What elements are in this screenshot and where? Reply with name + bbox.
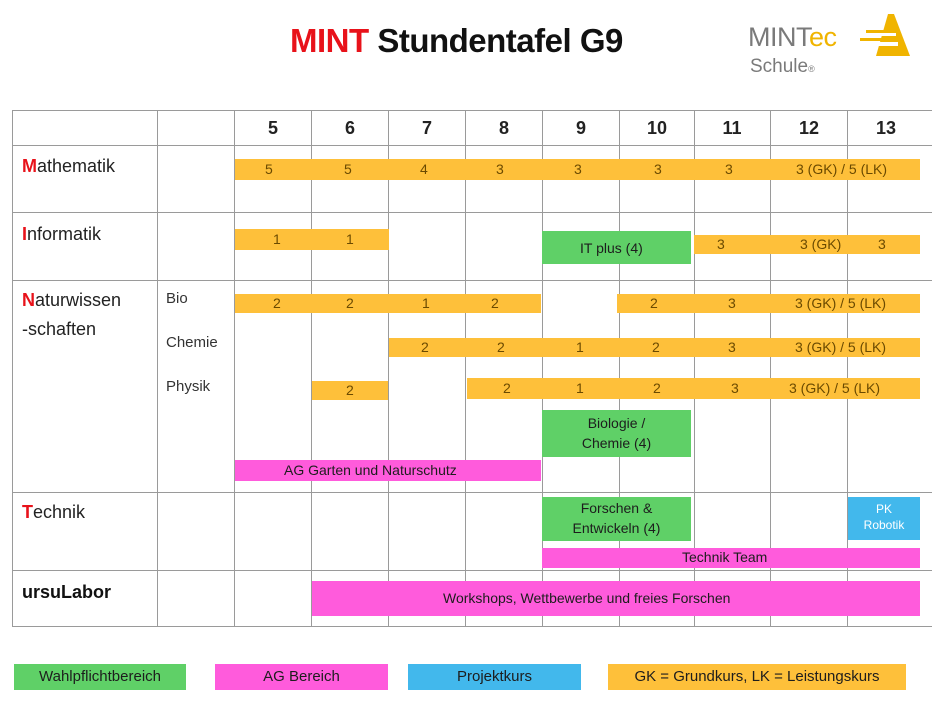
- title-rest: Stundentafel G9: [377, 22, 623, 59]
- forschen-entwickeln-block: [542, 497, 691, 541]
- subject-mathematik: [22, 156, 115, 177]
- logo-schule: Schule: [750, 56, 809, 77]
- physik-grade-8: 2: [503, 380, 511, 396]
- bio-grade-11: 3: [728, 295, 736, 311]
- physik-grade-10: 2: [653, 380, 661, 396]
- physik-grade-6: 2: [346, 382, 354, 398]
- bio-grade-6: 2: [346, 295, 354, 311]
- math-grade-10: 3: [654, 161, 662, 177]
- physik-hours-bar-upper: [467, 378, 920, 399]
- grade-header-6: 6: [344, 118, 355, 138]
- it-plus-label: IT plus (4): [580, 240, 643, 256]
- forschen-line1: Forschen &: [580, 500, 653, 516]
- subject-technik: [22, 502, 85, 523]
- bio-grade-12-13: 3 (GK) / 5 (LK): [795, 295, 887, 311]
- bio-grade-5: 2: [273, 295, 281, 311]
- chemie-grade-10: 2: [652, 339, 660, 355]
- legend-gk-lk: GK = Grundkurs, LK = Leistungskurs: [608, 664, 906, 690]
- subject-informatik-rest: nformatik: [27, 224, 102, 244]
- subsubject-physik: Physik: [166, 378, 211, 395]
- chemie-grade-11: 3: [728, 339, 736, 355]
- bio-grade-10: 2: [650, 295, 658, 311]
- physik-grade-12-13: 3 (GK) / 5 (LK): [789, 380, 881, 396]
- math-grade-6: 5: [344, 161, 352, 177]
- grade-header-13: 13: [875, 118, 897, 138]
- subject-informatik: [22, 224, 101, 245]
- chemie-grade-12-13: 3 (GK) / 5 (LK): [795, 339, 887, 355]
- subject-mathematik-initial: M: [22, 156, 37, 176]
- info-grade-12: 3 (GK): [800, 236, 842, 252]
- subsubject-chemie: Chemie: [166, 334, 218, 351]
- bio-hours-bar-lower: [235, 294, 541, 313]
- math-grade-11: 3: [725, 161, 733, 177]
- math-grade-12-13: 3 (GK) / 5 (LK): [796, 161, 888, 177]
- info-grade-11: 3: [717, 236, 725, 252]
- subject-ursulabor: ursuLabor: [22, 582, 112, 602]
- info-hours-bar-upper: [694, 235, 920, 254]
- pk-robotik-line1: PK: [875, 502, 892, 516]
- chemie-hours-bar: [389, 338, 920, 357]
- grade-header-7: 7: [421, 118, 432, 138]
- math-grade-7: 4: [420, 161, 428, 177]
- physik-grade-11: 3: [731, 380, 739, 396]
- physik-hours-bar-lower: [312, 381, 388, 400]
- biologie-chemie-block: [542, 410, 691, 457]
- info-grade-13: 3: [878, 236, 886, 252]
- subject-natur-rest: aturwissen: [35, 290, 122, 310]
- technik-team-label: Technik Team: [682, 549, 768, 565]
- forschen-line2: Entwickeln (4): [572, 520, 661, 536]
- grade-header-11: 11: [722, 118, 742, 138]
- bio-grade-8: 2: [491, 295, 499, 311]
- physik-grade-9: 1: [576, 380, 584, 396]
- ursulabor-workshops-bar: [312, 581, 920, 616]
- subsubject-bio: Bio: [166, 290, 188, 307]
- it-plus-block: [542, 231, 691, 264]
- subject-technik-initial: T: [22, 502, 33, 522]
- subject-naturwissenschaften: [22, 290, 121, 311]
- info-grade-6: 1: [346, 231, 354, 247]
- grade-header-10: 10: [646, 118, 668, 138]
- math-grade-8: 3: [496, 161, 504, 177]
- info-grade-5: 1: [273, 231, 281, 247]
- legend-projektkurs: Projektkurs: [408, 664, 581, 690]
- logo-registered: ®: [808, 64, 815, 74]
- logo-mint: MINT: [748, 22, 809, 52]
- chemie-grade-8: 2: [497, 339, 505, 355]
- math-hours-bar: [235, 159, 920, 180]
- subject-technik-rest: echnik: [33, 502, 86, 522]
- legend-ag-bereich: AG Bereich: [215, 664, 388, 690]
- subject-natur-initial: N: [22, 290, 35, 310]
- title-accent: MINT: [290, 22, 369, 59]
- subject-mathematik-rest: athematik: [37, 156, 116, 176]
- pk-robotik-line2: Robotik: [863, 518, 905, 532]
- legend-wahlpflichtbereich: Wahlpflichtbereich: [14, 664, 186, 690]
- technik-team-bar: [542, 548, 920, 568]
- chemie-grade-9: 1: [576, 339, 584, 355]
- chemie-grade-7: 2: [421, 339, 429, 355]
- ag-garten-label: AG Garten und Naturschutz: [284, 462, 457, 478]
- biologie-chemie-line2: Chemie (4): [581, 435, 652, 451]
- info-hours-bar-lower: [235, 229, 389, 250]
- bio-grade-7: 1: [422, 295, 430, 311]
- grade-header-12: 12: [798, 118, 820, 138]
- workshops-label: Workshops, Wettbewerbe und freies Forschen: [443, 590, 731, 606]
- math-grade-9: 3: [574, 161, 582, 177]
- logo-ec: ec: [809, 22, 837, 52]
- grade-header-5: 5: [267, 118, 278, 138]
- grade-header-9: 9: [575, 118, 586, 138]
- subject-naturwissenschaften-line2: -schaften: [22, 319, 97, 339]
- grade-header-8: 8: [498, 118, 509, 138]
- math-grade-5: 5: [265, 161, 273, 177]
- pk-robotik-block: [848, 497, 920, 540]
- subject-informatik-initial: I: [22, 224, 28, 244]
- biologie-chemie-line1: Biologie /: [587, 415, 646, 431]
- ag-garten-bar: [235, 460, 541, 481]
- bio-hours-bar-upper: [617, 294, 920, 313]
